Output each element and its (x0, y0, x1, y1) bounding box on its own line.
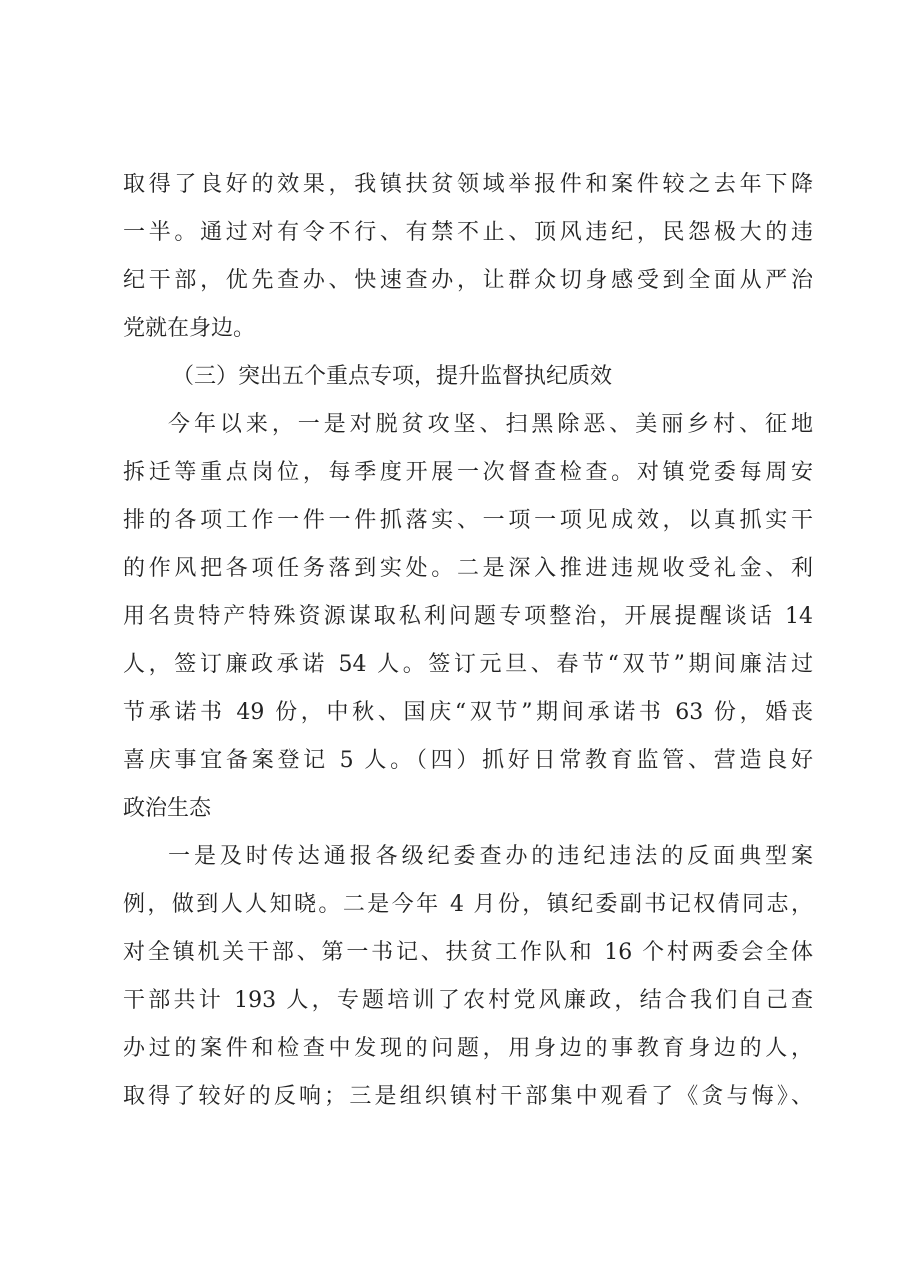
body-line: 办过的案件和检查中发现的问题，用身边的事教育身边的人， (123, 1036, 813, 1061)
body-line: 干部共计 193 人，专题培训了农村党风廉政，结合我们自己查 (123, 988, 813, 1013)
body-line: 对全镇机关干部、第一书记、扶贫工作队和 16 个村两委会全体 (123, 940, 813, 965)
body-line: 排的各项工作一件一件抓落实、一项一项见成效，以真抓实干 (123, 508, 813, 533)
body-line: 节承诺书 49 份，中秋、国庆“双节”期间承诺书 63 份，婚丧 (123, 700, 813, 725)
body-line: 喜庆事宜备案登记 5 人。（四）抓好日常教育监管、营造良好 (123, 748, 813, 773)
body-line: 取得了良好的效果，我镇扶贫领域举报件和案件较之去年下降 (123, 172, 813, 197)
body-line: 的作风把各项任务落到实处。二是深入推进违规收受礼金、利 (123, 556, 813, 581)
body-line: 纪干部，优先查办、快速查办，让群众切身感受到全面从严治 (123, 268, 813, 293)
body-line: 一是及时传达通报各级纪委查办的违纪违法的反面典型案 (168, 844, 813, 869)
body-line: 人，签订廉政承诺 54 人。签订元旦、春节“双节”期间廉洁过 (123, 652, 813, 677)
body-line: 拆迁等重点岗位，每季度开展一次督查检查。对镇党委每周安 (123, 460, 813, 485)
body-line: 党就在身边。 (123, 316, 256, 341)
body-line: 一半。通过对有令不行、有禁不止、顶风违纪，民怨极大的违 (123, 220, 813, 245)
section-heading: （三）突出五个重点专项，提升监督执纪质效 (172, 364, 613, 389)
body-line: 政治生态 (123, 796, 212, 821)
body-line: 今年以来，一是对脱贫攻坚、扫黑除恶、美丽乡村、征地 (168, 412, 813, 437)
body-line: 用名贵特产特殊资源谋取私利问题专项整治，开展提醒谈话 14 (123, 604, 813, 629)
body-line: 例，做到人人知晓。二是今年 4 月份，镇纪委副书记权倩同志， (123, 892, 813, 917)
body-line: 取得了较好的反响；三是组织镇村干部集中观看了《贪与悔》、 (123, 1084, 813, 1109)
